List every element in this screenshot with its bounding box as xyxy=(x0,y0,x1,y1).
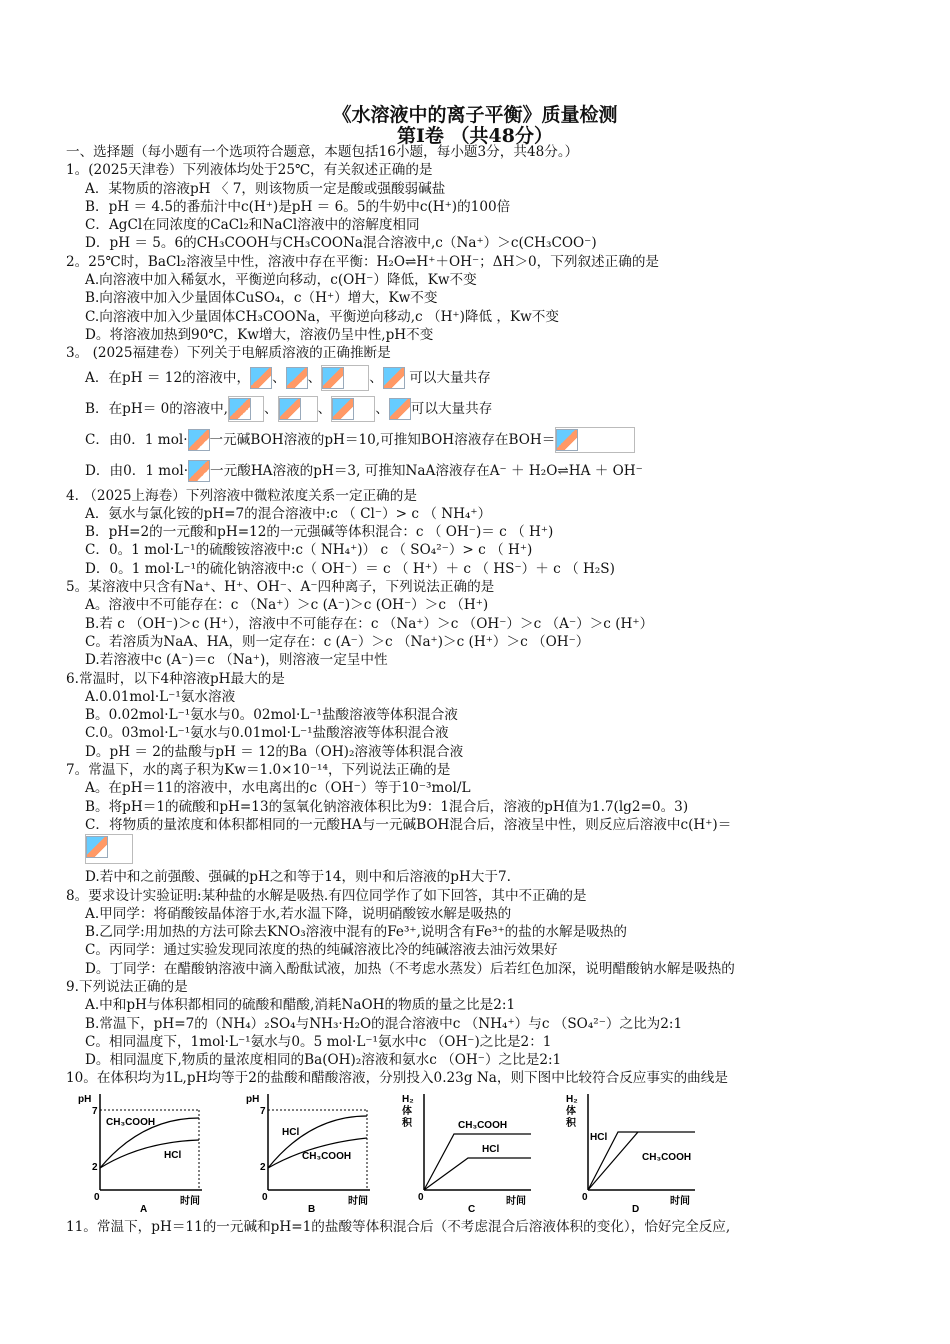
broken-image-icon xyxy=(322,367,344,389)
option-3d-text: D．由0．1 mol· xyxy=(85,462,189,479)
option-8b: B.乙同学:用加热的方法可除去KNO₃溶液中混有的Fe³⁺,说明含有Fe³⁺的盐的水解是吸热的 xyxy=(85,924,627,941)
option-9d: D。相同温度下,物质的量浓度相同的Ba(OH)₂溶液和氨水c （OH⁻）之比是2:1 xyxy=(85,1052,562,1069)
option-6d: D。pH ＝ 2的盐酸与pH ＝ 12的Ba（OH)₂溶液等体积混合液 xyxy=(85,743,464,760)
graph-d-ylabel-1: H₂ xyxy=(566,1094,578,1105)
option-3c xyxy=(66,425,936,456)
graph-b-seven: 7 xyxy=(260,1106,266,1117)
option-1d: D．pH ＝ 5。6的CH₃COOH与CH₃COONa混合溶液中,c（Na⁺）＞c(CH₃COO⁻) xyxy=(85,235,597,252)
broken-image-icon xyxy=(286,367,308,389)
graph-d-zero: 0 xyxy=(582,1192,588,1203)
graph-c-ylabel-2: 体 xyxy=(402,1106,412,1117)
question-7: 7。常温下，水的离子积为Kw＝1.0×10⁻¹⁴，下列说法正确的是 xyxy=(66,762,451,779)
section-title: 第Ⅰ卷 （共48分） xyxy=(397,125,553,147)
graph-d-ylabel-2: 体 xyxy=(566,1106,576,1117)
question-2: 2。25℃时，BaCl₂溶液呈中性，溶液中存在平衡：H₂O⇌H⁺＋OH⁻；ΔH＞0，下列叙述正确的是 xyxy=(66,253,660,270)
option-5a: A。溶液中不可能存在：c （Na⁺）＞c (A⁻)＞c (OH⁻）＞c （H⁺) xyxy=(85,597,489,614)
broken-image-box xyxy=(85,834,133,864)
option-1b: B．pH ＝ 4.5的番茄汁中c(H⁺)是pH ＝ 6。5的牛奶中c(H⁺)的100倍 xyxy=(85,198,511,215)
option-3d xyxy=(66,456,936,487)
option-9b: B.常温下，pH=7的（NH₄）₂SO₄与NH₃·H₂O的混合溶液中c （NH₄⁺）与c （SO₄²⁻）之比为2:1 xyxy=(85,1015,683,1032)
broken-image-box xyxy=(321,365,369,391)
option-6c: C.0。03mol·L⁻¹氨水与0.01mol·L⁻¹盐酸溶液等体积混合液 xyxy=(85,725,449,742)
option-5d: D.若溶液中c (A⁻)＝c （Na⁺)，则溶液一定呈中性 xyxy=(85,652,388,669)
option-9a: A.中和pH与体积都相同的硫酸和醋酸,消耗NaOH的物质的量之比是2:1 xyxy=(85,997,516,1014)
option-3b-tail: 可以大量共存 xyxy=(410,400,493,417)
option-8c: C。丙同学：通过实验发现同浓度的热的纯碱溶液比冷的纯碱溶液去油污效果好 xyxy=(85,942,558,959)
graph-c-letter: C xyxy=(468,1204,476,1215)
graph-c-series1: CH₃COOH xyxy=(458,1120,508,1131)
broken-image-box xyxy=(555,427,635,453)
question-10-graphs xyxy=(66,1088,936,1216)
graph-a-letter: A xyxy=(140,1204,148,1215)
broken-image-box xyxy=(228,396,264,422)
option-5b: B.若 c （OH⁻)＞c (H⁺），溶液中不可能存在：c （Na⁺）＞c （OH⁻）＞c （A⁻）＞c (H⁺） xyxy=(85,615,654,632)
question-11: 11。常温下，pH＝11的一元碱和pH=1的盐酸等体积混合后（不考虑混合后溶液体积的变化），恰好完全反应, xyxy=(66,1219,731,1235)
graph-b-ylabel: pH xyxy=(246,1094,260,1105)
option-7c-formula xyxy=(66,834,936,868)
broken-image-box xyxy=(278,396,318,422)
graph-c-xlabel: 时间 xyxy=(506,1196,526,1207)
graph-d-letter: D xyxy=(632,1204,640,1215)
broken-image-icon xyxy=(332,398,354,420)
graph-c-series2: HCl xyxy=(482,1144,500,1155)
option-6b: B。0.02mol·L⁻¹氨水与0。02mol·L⁻¹盐酸溶液等体积混合液 xyxy=(85,707,458,724)
graph-d-xlabel: 时间 xyxy=(670,1196,690,1207)
option-3c-tail: 一元碱BOH溶液的pH＝10,可推知BOH溶液存在BOH＝ xyxy=(209,431,556,448)
option-7b: B。将pH＝1的硫酸和pH=13的氢氧化钠溶液体积比为9：1混合后，溶液的pH值为1.7(lg2=0。3) xyxy=(85,798,689,815)
graph-a-two: 2 xyxy=(92,1162,98,1173)
option-3a-text: A．在pH ＝ 12的溶液中， xyxy=(85,369,251,386)
page-title: 《水溶液中的离子平衡》质量检测 xyxy=(332,104,618,126)
graph-c xyxy=(396,1088,546,1216)
question-10: 10。在体积均为1L,pH均等于2的盐酸和醋酸溶液，分别投入0.23g Na，则下图中比较符合反应事实的曲线是 xyxy=(66,1070,728,1087)
broken-image-icon xyxy=(556,429,578,451)
graph-a-xlabel: 时间 xyxy=(180,1196,200,1207)
graph-b-series2: CH₃COOH xyxy=(302,1151,352,1162)
option-3d-tail: 一元酸HA溶液的pH＝3, 可推知NaA溶液存在A⁻ ＋ H₂O⇌HA ＋ OH⁻ xyxy=(210,462,643,479)
graph-c-ylabel-1: H₂ xyxy=(402,1094,414,1105)
section-heading: 一、选择题（每小题有一个选项符合题意，本题包括16小题，每小题3分，共48分。） xyxy=(66,144,579,160)
graph-a xyxy=(72,1088,222,1216)
option-8d: D。丁同学：在醋酸钠溶液中滴入酚酞试液，加热（不考虑水蒸发）后若红色加深，说明醋酸钠水解是吸热的 xyxy=(85,960,735,977)
broken-image-icon xyxy=(86,836,108,858)
option-3b: B．在pH＝ 0的溶液中, 、 、 、 可以大量共存 xyxy=(66,394,936,425)
graph-b xyxy=(240,1088,390,1216)
graph-a-series1: CH₃COOH xyxy=(106,1117,156,1128)
option-4b: B．pH=2的一元酸和pH=12的一元强碱等体积混合：c （ OH⁻)＝ c （ H⁺) xyxy=(85,524,554,541)
option-2b: B.向溶液中加入少量固体CuSO₄，c（H⁺）增大，Kw不变 xyxy=(85,290,438,307)
broken-image-icon xyxy=(279,398,301,420)
graph-a-series2: HCl xyxy=(164,1150,182,1161)
question-1: 1。(2025天津卷）下列液体均处于25℃，有关叙述正确的是 xyxy=(66,162,433,179)
graph-b-zero: 0 xyxy=(262,1192,268,1203)
broken-image-icon xyxy=(188,429,210,451)
question-8: 8。要求设计实验证明:某种盐的水解是吸热.有四位同学作了如下回答，其中不正确的是 xyxy=(66,887,587,904)
option-2c: C.向溶液中加入少量固体CH₃COONa，平衡逆向移动,c （H⁺)降低 ，Kw不变 xyxy=(85,308,559,325)
option-1c: C．AgCl在同浓度的CaCl₂和NaCl溶液中的溶解度相同 xyxy=(85,217,420,234)
option-4d: D．0。1 mol·L⁻¹的硫化钠溶液中:c（ OH⁻）＝ c （ H⁺）＋ c （ HS⁻）＋ c （ H₂S) xyxy=(85,560,615,577)
option-4c: C．0。1 mol·L⁻¹的硫酸铵溶液中:c（ NH₄⁺)） c （ SO₄²⁻）> c （ H⁺) xyxy=(85,542,533,559)
option-7d: D.若中和之前强酸、强碱的pH之和等于14，则中和后溶液的pH大于7. xyxy=(85,869,511,886)
option-8a: A.甲同学：将硝酸铵晶体溶于水,若水温下降，说明硝酸铵水解是吸热的 xyxy=(85,905,512,922)
option-2d: D。将溶液加热到90℃，Kw增大，溶液仍呈中性,pH不变 xyxy=(85,326,434,343)
question-5: 5。某溶液中只含有Na⁺、H⁺、OH⁻、A⁻四种离子，下列说法正确的是 xyxy=(66,579,495,596)
graph-b-series1: HCl xyxy=(282,1127,300,1138)
question-6: 6.常温时，以下4种溶液pH最大的是 xyxy=(66,670,285,687)
option-7a: A。在pH＝11的溶液中，水电离出的c（OH⁻）等于10⁻³mol/L xyxy=(85,780,471,797)
graph-d-series1: HCl xyxy=(590,1132,608,1143)
option-4a: A．氨水与氯化铵的pH=7的混合溶液中:c （ Cl⁻）> c （ NH₄⁺） xyxy=(85,505,492,522)
graph-c-ylabel-3: 积 xyxy=(402,1118,412,1129)
broken-image-icon xyxy=(188,460,210,482)
option-6a: A.0.01mol·L⁻¹氨水溶液 xyxy=(85,688,236,705)
broken-image-icon xyxy=(383,367,405,389)
graph-a-zero: 0 xyxy=(94,1192,100,1203)
question-9: 9.下列说法正确的是 xyxy=(66,978,188,995)
question-list-tail xyxy=(66,1218,936,1236)
option-3a-tail: 可以大量共存 xyxy=(409,369,491,386)
option-3c-text: C．由0．1 mol· xyxy=(85,431,188,448)
broken-image-icon xyxy=(389,398,411,420)
option-9c: C。相同温度下，1mol·L⁻¹氨水与0。5 mol·L⁻¹氨水中c （OH⁻)之比是2：1 xyxy=(85,1033,552,1050)
graph-a-ylabel: pH xyxy=(78,1094,92,1105)
graph-a-seven: 7 xyxy=(92,1106,98,1117)
option-5c: C。若溶质为NaA、HA，则一定存在：c (A⁻）＞c （Na⁺)＞c (H⁺）＞c （OH⁻） xyxy=(85,633,590,650)
graph-b-two: 2 xyxy=(260,1162,266,1173)
option-7c: C．将物质的量浓度和体积都相同的一元酸HA与一元碱BOH混合后，溶液呈中性，则反应后溶液中c(H⁺)＝ xyxy=(85,816,732,833)
question-3: 3。 (2025福建卷）下列关于电解质溶液的正确推断是 xyxy=(66,345,391,362)
question-4: 4. （2025上海卷）下列溶液中微粒浓度关系一定正确的是 xyxy=(66,487,417,504)
graph-c-zero: 0 xyxy=(418,1192,424,1203)
option-2a: A.向溶液中加入稀氨水，平衡逆向移动，c(OH⁻）降低，Kw不变 xyxy=(85,272,477,289)
option-1a: A．某物质的溶液pH 〈 7，则该物质一定是酸或强酸弱碱盐 xyxy=(85,180,446,197)
option-3b-text: B．在pH＝ 0的溶液中, xyxy=(85,400,228,417)
graph-d xyxy=(560,1088,710,1216)
question-list xyxy=(66,143,936,1088)
option-3a: A．在pH ＝ 12的溶液中， 、 、 、 可以大量共存 xyxy=(66,363,936,394)
graph-d-ylabel-3: 积 xyxy=(566,1118,576,1129)
broken-image-box xyxy=(331,396,375,422)
graph-b-letter: B xyxy=(308,1204,316,1215)
graph-d-series2: CH₃COOH xyxy=(642,1152,692,1163)
broken-image-icon xyxy=(229,398,251,420)
broken-image-icon xyxy=(250,367,272,389)
graph-b-xlabel: 时间 xyxy=(348,1196,368,1207)
